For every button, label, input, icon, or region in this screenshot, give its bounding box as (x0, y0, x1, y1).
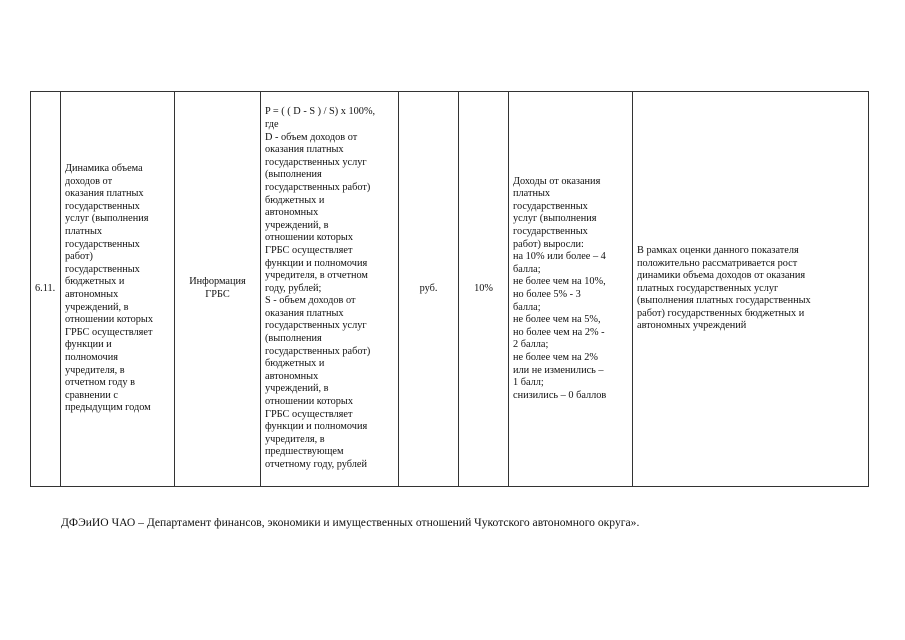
text-line: 2 балла; (513, 339, 549, 351)
text-line: учредителя, в отчетном (265, 270, 368, 282)
text-line: ГРБС осуществляет (265, 244, 353, 256)
data-source-cell (175, 92, 261, 487)
text-line: автономных (65, 289, 119, 300)
text-line: предыдущим годом (65, 402, 151, 414)
text-line: функции и (65, 339, 112, 351)
formula-cell (261, 92, 399, 487)
text-line: государственных (65, 238, 140, 250)
text-line: отношении которых (265, 396, 353, 408)
comment-cell (633, 92, 869, 487)
text-line: снизились – 0 баллов (513, 389, 607, 401)
text-line: услуг (выполнения (513, 213, 597, 225)
text-line: бюджетных и (65, 276, 125, 288)
text-line: государственных услуг (265, 156, 367, 168)
text-line: платных государственных услуг (637, 282, 779, 294)
text-line: ГРБС осуществляет (265, 408, 353, 420)
text-line: учредителя, в (265, 433, 325, 445)
text-line: ГРБС (205, 289, 230, 300)
text-line: P = ( ( D - S ) / S) x 100%, (265, 106, 376, 118)
text-line: S - объем доходов от (265, 295, 356, 307)
text-line: отчетном году в (65, 377, 135, 389)
text-line: где (265, 118, 279, 130)
text-line: В рамках оценки данного показателя (637, 244, 799, 256)
text-line: функции и полномочия (265, 257, 368, 269)
text-line: государственных работ) (265, 345, 371, 357)
text-line: на 10% или более – 4 (513, 251, 606, 263)
text-line: сравнении с (65, 389, 118, 401)
text-line: платных (513, 188, 551, 200)
text-line: учреждений, в (265, 383, 329, 395)
scoring-criteria-cell (509, 92, 633, 487)
text-line: автономных учреждений (637, 320, 747, 332)
formula-text (265, 106, 394, 471)
text-line: Динамика объема (65, 163, 143, 175)
text-line: Информация (189, 276, 246, 288)
unit-cell (399, 92, 459, 487)
text-line: бюджетных и (265, 358, 325, 370)
text-line: доходов от (65, 175, 113, 187)
text-line: работ) (65, 251, 93, 263)
text-line: балла; (513, 301, 541, 313)
text-line: не более чем на 2% (513, 351, 598, 363)
indicator-table (30, 91, 869, 487)
text-line: или не изменились – (513, 364, 604, 376)
text-line: отношении которых (65, 314, 153, 326)
text-line: оказания платных (65, 188, 144, 200)
text-line: автономных (265, 370, 319, 382)
text-line: (выполнения (265, 169, 322, 181)
text-line: автономных (265, 207, 319, 219)
text-line: оказания платных (265, 144, 344, 156)
comment-text (637, 245, 864, 333)
text-line: не более чем на 5%, (513, 314, 601, 326)
text-line: но более 5% - 3 (513, 289, 581, 300)
text-line: ГРБС осуществляет (65, 326, 153, 338)
text-line: полномочия (65, 351, 118, 363)
text-line: балла; (513, 263, 541, 275)
text-line: но более чем на 2% - (513, 326, 605, 338)
text-line: учреждений, в (265, 219, 329, 231)
indicator-name-cell (61, 92, 175, 487)
text-line: (выполнения платных государственных (637, 295, 811, 307)
text-line: государственных услуг (265, 320, 367, 332)
text-line: предшествующем (265, 446, 344, 458)
text-line: платных (65, 226, 103, 238)
weight-value: 10% (474, 282, 493, 294)
text-line: динамики объема доходов от оказания (637, 270, 806, 282)
text-line: работ) государственных бюджетных и (637, 307, 805, 319)
text-line: государственных (65, 263, 140, 275)
text-line: отчетному году, рублей (265, 459, 368, 471)
row-number-cell (31, 92, 61, 487)
text-line: отношении которых (265, 232, 353, 244)
indicator-name (65, 163, 170, 415)
text-line: (выполнения (265, 333, 322, 345)
text-line: работ) выросли: (513, 238, 584, 250)
text-line: не более чем на 10%, (513, 276, 606, 288)
text-line: учреждений, в (65, 301, 129, 313)
text-line: D - объем доходов от (265, 131, 358, 143)
data-source (179, 276, 256, 301)
scoring-criteria (513, 176, 628, 403)
unit-value: руб. (419, 282, 438, 294)
text-line: функции и полномочия (265, 421, 368, 433)
text-line: государственных работ) (265, 181, 371, 193)
text-line: бюджетных и (265, 194, 325, 206)
abbreviation-footnote: ДФЭиИО ЧАО – Департамент финансов, экономики и имущественных отношений Чукотского автономного округа». (61, 516, 640, 529)
text-line: учредителя, в (65, 364, 125, 376)
text-line: положительно рассматривается рост (637, 257, 798, 269)
text-line: государственных (513, 200, 588, 212)
text-line: государственных (65, 200, 140, 212)
text-line: государственных (513, 226, 588, 238)
weight-cell (459, 92, 509, 487)
text-line: 1 балл; (513, 377, 544, 389)
row-number: 6.11. (35, 282, 56, 294)
text-line: году, рублей; (265, 282, 322, 294)
table-row (31, 92, 869, 487)
text-line: услуг (выполнения (65, 213, 149, 225)
text-line: Доходы от оказания (513, 175, 601, 187)
text-line: оказания платных (265, 307, 344, 319)
